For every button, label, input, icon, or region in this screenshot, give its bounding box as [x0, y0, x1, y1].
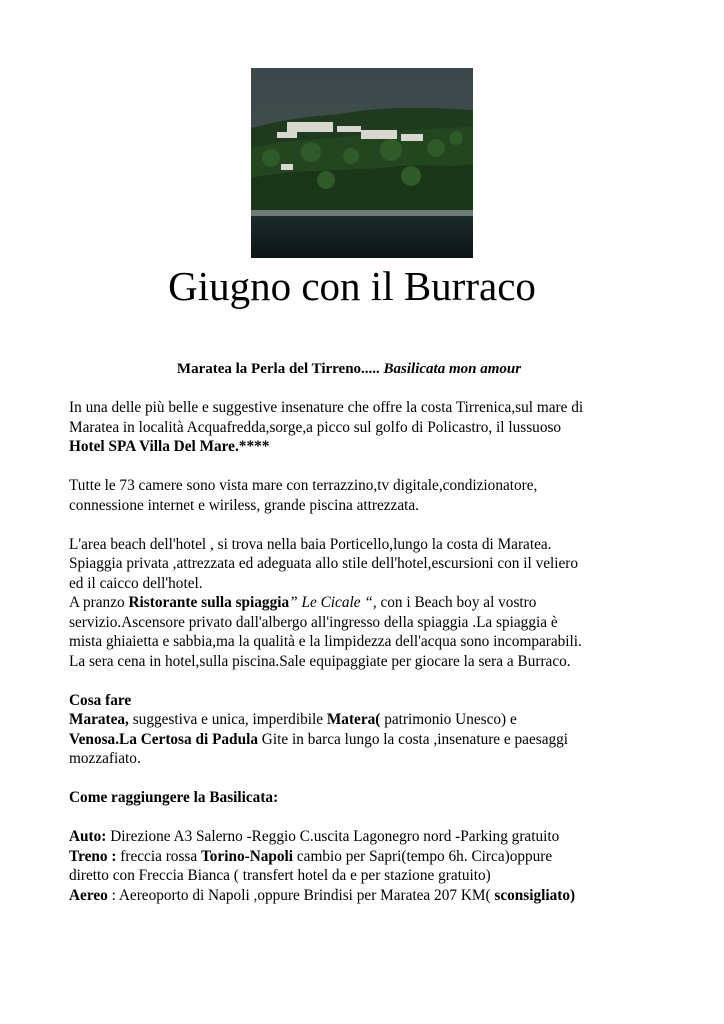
p1-line2: Maratea in località Acquafredda,sorge,a picco sul golfo di Policastro, il lussuoso	[69, 418, 562, 436]
treno-line: Treno : freccia rossa Torino-Napoli cambio per Sapri(tempo 6h. Circa)oppure	[69, 847, 553, 865]
hotel-coast-photo	[251, 68, 473, 258]
page-title: Giugno con il Burraco	[168, 263, 536, 309]
treno-line2: diretto con Freccia Bianca ( transfert hotel da e per stazione gratuito)	[69, 867, 491, 884]
subtitle-bold: Maratea la Perla del Tirreno.....	[176, 361, 380, 377]
p3-line3: ed il caicco dell'hotel.	[69, 574, 203, 592]
subtitle	[0, 359, 698, 379]
p3-line4: A pranzo Ristorante sulla spiaggia” Le Cicale “, con i Beach boy al vostro	[69, 594, 537, 611]
p3-line7: La sera cena in hotel,sulla piscina.Sale equipaggiate per giocare la sera a Burraco.	[69, 652, 571, 670]
p3-line2: Spiaggia privata ,attrezzata ed adeguata allo stile dell'hotel,escursioni con il veliero	[69, 555, 579, 572]
cosa-line1: Maratea, suggestiva e unica, imperdibile Matera( patrimonio Unesco) e	[69, 711, 517, 728]
aereo-line: Aereo : Aereoporto di Napoli ,oppure Brindisi per Maratea 207 KM( sconsigliato)	[69, 886, 576, 904]
come-heading: Come raggiungere la Basilicata:	[69, 789, 279, 806]
p3-line6: mista ghiaietta e sabbia,ma la qualità e la limpidezza dell'acqua sono incomparabili.	[69, 633, 582, 650]
cosa-line3: mozzafiato.	[69, 750, 141, 767]
cosa-fare-heading: Cosa fare	[69, 691, 132, 709]
p1-line1: In una delle più belle e suggestive insenature che offre la costa Tirrenica,sul mare di	[69, 399, 584, 416]
subtitle-italic: Basilicata mon amour	[383, 361, 522, 377]
p2-line2: connessione internet e wiriless, grande piscina attrezzata.	[69, 496, 419, 514]
p3-line1: L'area beach dell'hotel , si trova nella baia Porticello,lungo la costa di Maratea.	[69, 535, 552, 553]
p1-hotel-name: Hotel SPA Villa Del Mare.****	[69, 438, 270, 455]
p2-line1: Tutte le 73 camere sono vista mare con terrazzino,tv digitale,condizionatore,	[69, 477, 538, 494]
auto-line: Auto: Direzione A3 Salerno -Reggio C.uscita Lagonegro nord -Parking gratuito	[69, 828, 560, 845]
cosa-line2: Venosa.La Certosa di Padula Gite in barca lungo la costa ,insenature e paesaggi	[69, 730, 569, 748]
document-body	[69, 398, 669, 905]
p3-line5: servizio.Ascensore privato dall'albergo all'ingresso della spiaggia .La spiaggia è	[69, 613, 558, 631]
